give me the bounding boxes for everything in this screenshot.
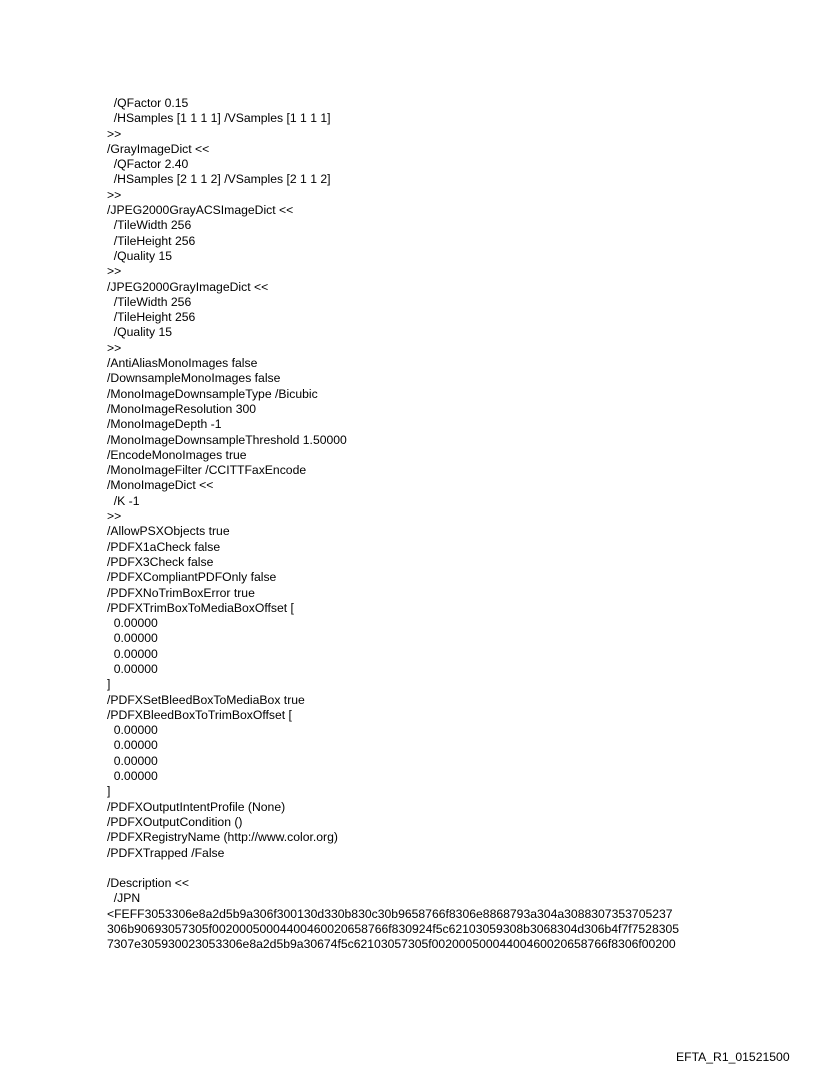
text-line: /DownsampleMonoImages false: [107, 371, 281, 386]
text-line: ]: [107, 784, 111, 799]
text-line: >>: [107, 264, 122, 279]
text-line: /PDFXTrapped /False: [107, 845, 225, 860]
text-line: /PDFXOutputCondition (): [107, 814, 243, 829]
text-line: /TileHeight 256: [107, 310, 196, 325]
text-line: 0.00000: [107, 616, 158, 631]
text-line: /TileWidth 256: [107, 218, 192, 233]
text-line: /Description <<: [107, 876, 189, 891]
text-line: /HSamples [2 1 1 2] /VSamples [2 1 1 2]: [107, 172, 331, 187]
text-line: /PDFXBleedBoxToTrimBoxOffset [: [107, 707, 292, 722]
text-line: /JPEG2000GrayImageDict <<: [107, 279, 269, 294]
text-line: 0.00000: [107, 738, 158, 753]
text-line: /PDFXSetBleedBoxToMediaBox true: [107, 692, 305, 707]
text-line: ]: [107, 677, 111, 692]
text-line: /GrayImageDict <<: [107, 141, 210, 156]
text-line: /MonoImageDepth -1: [107, 417, 222, 432]
text-line: /AntiAliasMonoImages false: [107, 356, 258, 371]
text-line: /TileHeight 256: [107, 233, 196, 248]
text-line: /QFactor 2.40: [107, 157, 189, 172]
text-line: /HSamples [1 1 1 1] /VSamples [1 1 1 1]: [107, 111, 331, 126]
text-line: /Quality 15: [107, 325, 173, 340]
text-line: /Quality 15: [107, 248, 173, 263]
text-line: /PDFXRegistryName (http://www.color.org): [107, 830, 338, 845]
text-line: /PDFXCompliantPDFOnly false: [107, 570, 277, 585]
text-line: 0.00000: [107, 769, 158, 784]
text-line: <FEFF3053306e8a2d5b9a306f300130d330b830c30b9658766f8306e8868793a304a3088307353705237: [107, 906, 673, 921]
text-line: /MonoImageResolution 300: [107, 401, 257, 416]
text-line: 306b90693057305f00200050004400460020658766f830924f5c62103059308b3068304d306b4f7f7528305: [107, 922, 680, 937]
blank-line: [107, 861, 787, 876]
text-line: /MonoImageDownsampleType /Bicubic: [107, 386, 318, 401]
text-line: /MonoImageDownsampleThreshold 1.50000: [107, 432, 347, 447]
text-line: /JPN: [107, 891, 141, 906]
text-line: >>: [107, 126, 122, 141]
text-line: >>: [107, 340, 122, 355]
document-text: [107, 96, 787, 953]
text-line: >>: [107, 509, 122, 524]
text-line: 0.00000: [107, 646, 158, 661]
text-line: 0.00000: [107, 723, 158, 738]
text-line: /TileWidth 256: [107, 294, 192, 309]
text-line: 0.00000: [107, 661, 158, 676]
text-line: >>: [107, 187, 122, 202]
text-line: /PDFXNoTrimBoxError true: [107, 585, 255, 600]
text-line: 0.00000: [107, 631, 158, 646]
text-line: 7307e305930023053306e8a2d5b9a30674f5c62103057305f00200050004400460020658766f8306f00200: [107, 937, 676, 952]
text-line: /PDFX3Check false: [107, 554, 214, 569]
text-line: 0.00000: [107, 753, 158, 768]
bates-number: EFTA_R1_01521500: [676, 1050, 790, 1064]
text-line: /K -1: [107, 493, 140, 508]
text-line: /MonoImageDict <<: [107, 478, 214, 493]
text-line: /JPEG2000GrayACSImageDict <<: [107, 203, 294, 218]
text-line: /PDFX1aCheck false: [107, 539, 221, 554]
text-line: /AllowPSXObjects true: [107, 524, 230, 539]
text-line: /MonoImageFilter /CCITTFaxEncode: [107, 463, 307, 478]
text-line: /EncodeMonoImages true: [107, 447, 247, 462]
text-line: /PDFXTrimBoxToMediaBoxOffset [: [107, 600, 294, 615]
text-line: /QFactor 0.15: [107, 96, 189, 110]
text-line: /PDFXOutputIntentProfile (None): [107, 799, 286, 814]
